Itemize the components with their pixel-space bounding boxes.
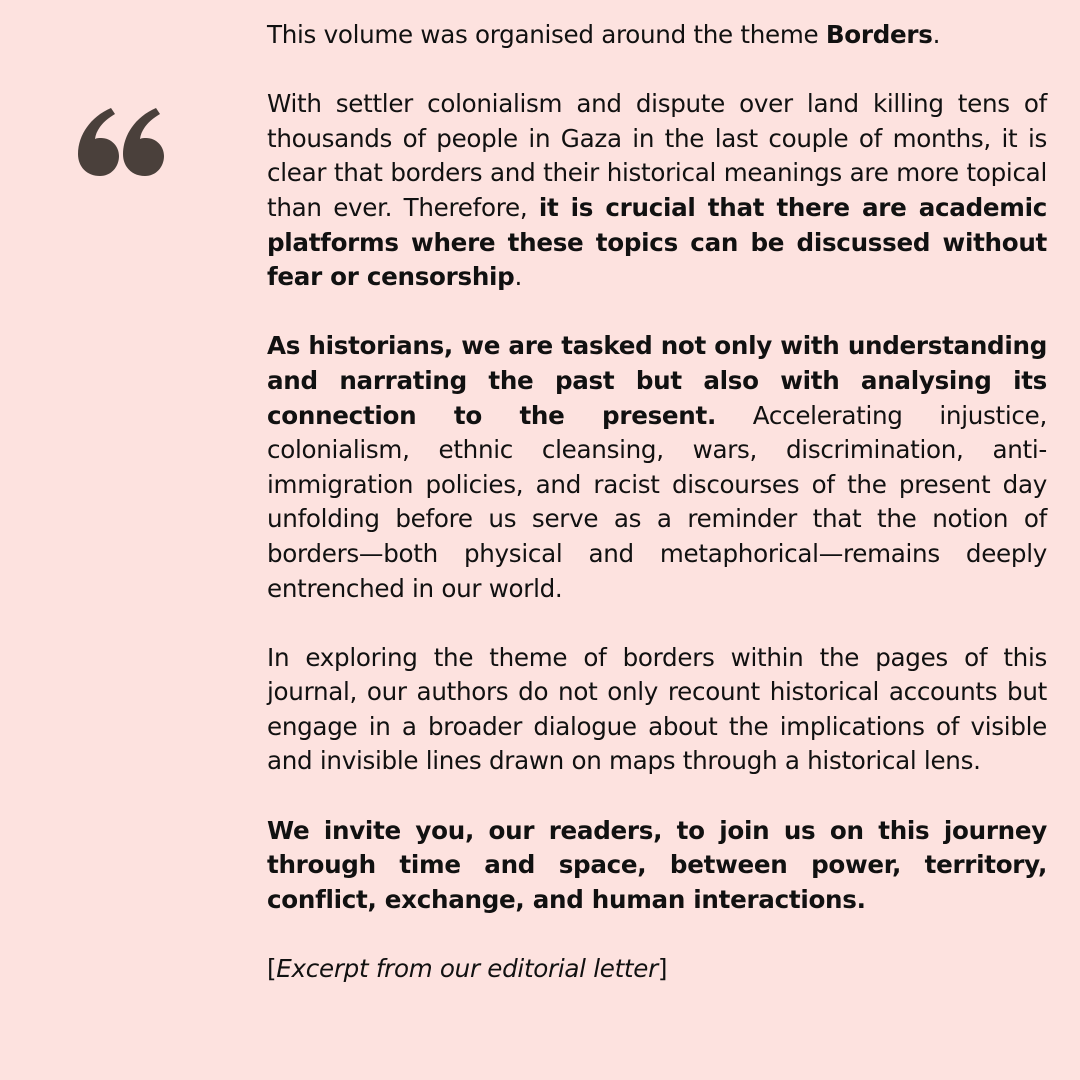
context-paragraph: With settler colonialism and dispute over land killing tens of thousands of people in Gaza in the last couple of months, it is clear that borders and their historical meanings are more topical than ever. Therefore, it is crucial that there are academic platforms where these topics can be discussed without fear or censorship. [267,89,1047,292]
exploring-paragraph: In exploring the theme of borders within the pages of this journal, our authors do not only recount historical accounts but engage in a broader dialogue about the implications of visible and invisible lines drawn on maps through a historical lens. [267,642,1047,776]
source-note-italic: Excerpt from our editorial letter [276,954,658,984]
editorial-text [267,18,1047,1021]
theme-name: Borders [825,20,933,49]
emphasis-historians: As historians, we are tasked not only with understanding and narrating the past but also with analysing its connection to the present. [267,331,1047,430]
quotation-mark-graphic [78,108,164,176]
invitation-paragraph [267,814,1047,918]
emphasis-platforms: it is crucial that there are academic platforms where these topics can be discussed without fear or censorship [267,192,1047,292]
opening-quotation-mark-icon [78,108,164,176]
emphasis-invitation: We invite you, our readers, to join us on this journey through time and space, between power, territory, conflict, exchange, and human interactions. [267,815,1047,914]
source-note: [Excerpt from our editorial letter] [267,954,668,984]
theme-paragraph: This volume was organised around the theme Borders. [267,20,941,49]
historians-paragraph: As historians, we are tasked not only with understanding and narrating the past but also with analysing its connection to the present. Accelerating injustice, colonialism, ethnic cleansing, wars, discrimination, anti-immigration policies, and racist discourses of the present day unfolding before us serve as a reminder that the notion of borders—both physical and metaphorical—remains deeply entrenched in our world. [267,331,1047,603]
